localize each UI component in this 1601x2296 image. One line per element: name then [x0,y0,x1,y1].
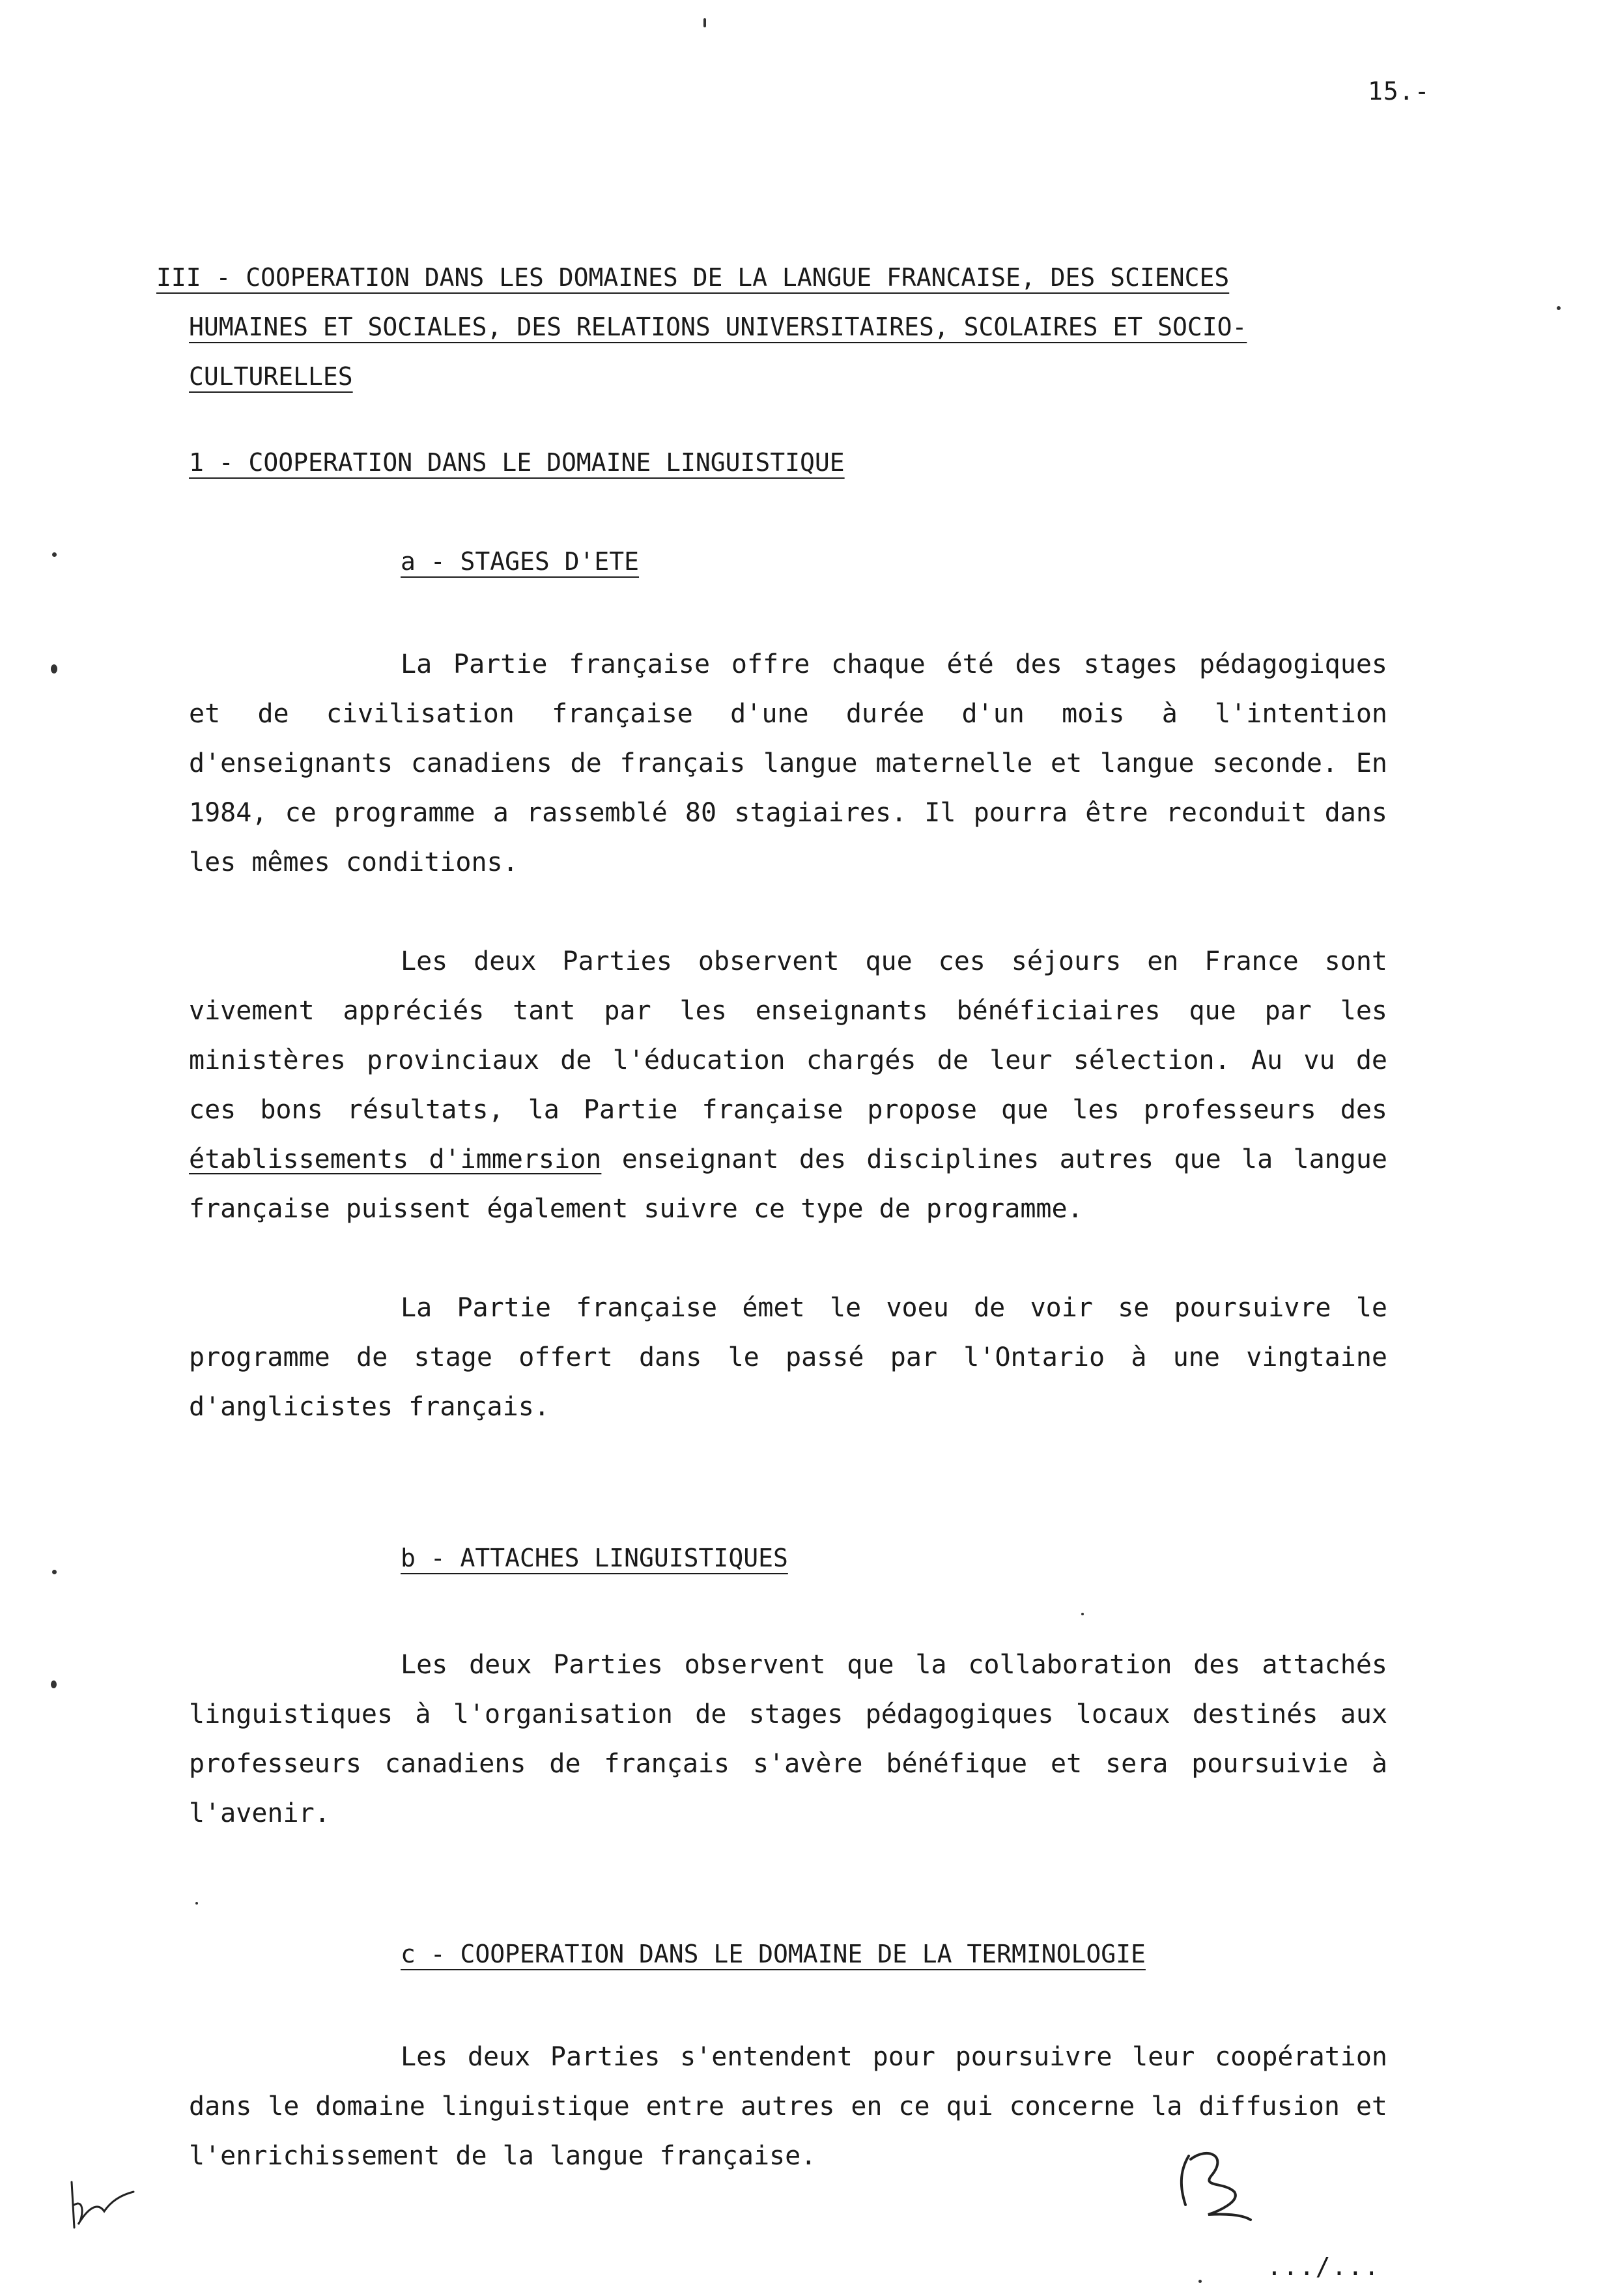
subsection-a-paragraph-1: La Partie française offre chaque été des stages pédagogiques et de civilisation française d'une durée d'un mois à l'intention d'enseignants canadiens de français langue maternelle et langue seconde. En 1984, ce programme a rassemblé 80 stagiaires. Il pourra être reconduit dans les mêmes conditions. [189,649,1387,877]
continuation-mark: .../... [1267,2252,1381,2281]
scan-speck [1081,1613,1084,1615]
paragraph-text: enseignant des disciplines autres que la langue française puissent également suivre ce type de programme. [189,1144,1387,1224]
subsection-a-heading: a - STAGES D'ETE [401,547,640,576]
scan-speck [195,1902,198,1905]
scan-speck [703,18,706,27]
main-heading-line-1: III - COOPERATION DANS LES DOMAINES DE LA LANGUE FRANCAISE, DES SCIENCES [156,263,1230,292]
margin-scribble-icon [65,2176,143,2234]
subsection-b-paragraph-1: Les deux Parties observent que la collaboration des attachés linguistiques à l'organisation de stages pédagogiques locaux destinés aux professeurs canadiens de français s'avère bénéfique et sera poursuivie à l'avenir. [189,1650,1387,1828]
scan-speck [1557,306,1561,310]
subsection-a-paragraph-2 [189,937,1387,1234]
scan-speck [52,552,57,557]
scan-speck [52,1570,57,1574]
main-heading-line-3: CULTURELLES [189,362,353,391]
underlined-term: établissements d'immersion [189,1144,602,1174]
subsection-c-paragraph-1: Les deux Parties s'entendent pour poursuivre leur coopération dans le domaine linguistique entre autres en ce qui concerne la diffusion et l'enrichissement de la langue française. [189,2042,1387,2171]
subsection-a-paragraph-3: La Partie française émet le voeu de voir se poursuivre le programme de stage offert dans le passé par l'Ontario à une vingtaine d'anglicistes français. [189,1293,1387,1422]
scan-speck [1198,2280,1202,2283]
paragraph-text: Les deux Parties observent que ces séjours en France sont vivement appréciés tant par les enseignants bénéficiaires que par les ministères provinciaux de l'éducation chargés de leur sélection. Au vu de ces bons résultats, la Partie française propose que les professeurs des [189,946,1387,1125]
main-heading [156,253,1394,401]
scan-speck [51,1680,57,1688]
page-number: 15.- [1368,77,1430,106]
subsection-b-heading: b - ATTACHES LINGUISTIQUES [401,1544,788,1572]
subsection-c-heading: c - COOPERATION DANS LE DOMAINE DE LA TERMINOLOGIE [401,1940,1146,1968]
scan-speck [51,664,57,673]
handwritten-initials [1172,2143,1264,2234]
section-heading: 1 - COOPERATION DANS LE DOMAINE LINGUISTIQUE [189,448,845,477]
main-heading-line-2: HUMAINES ET SOCIALES, DES RELATIONS UNIVERSITAIRES, SCOLAIRES ET SOCIO- [189,313,1247,341]
